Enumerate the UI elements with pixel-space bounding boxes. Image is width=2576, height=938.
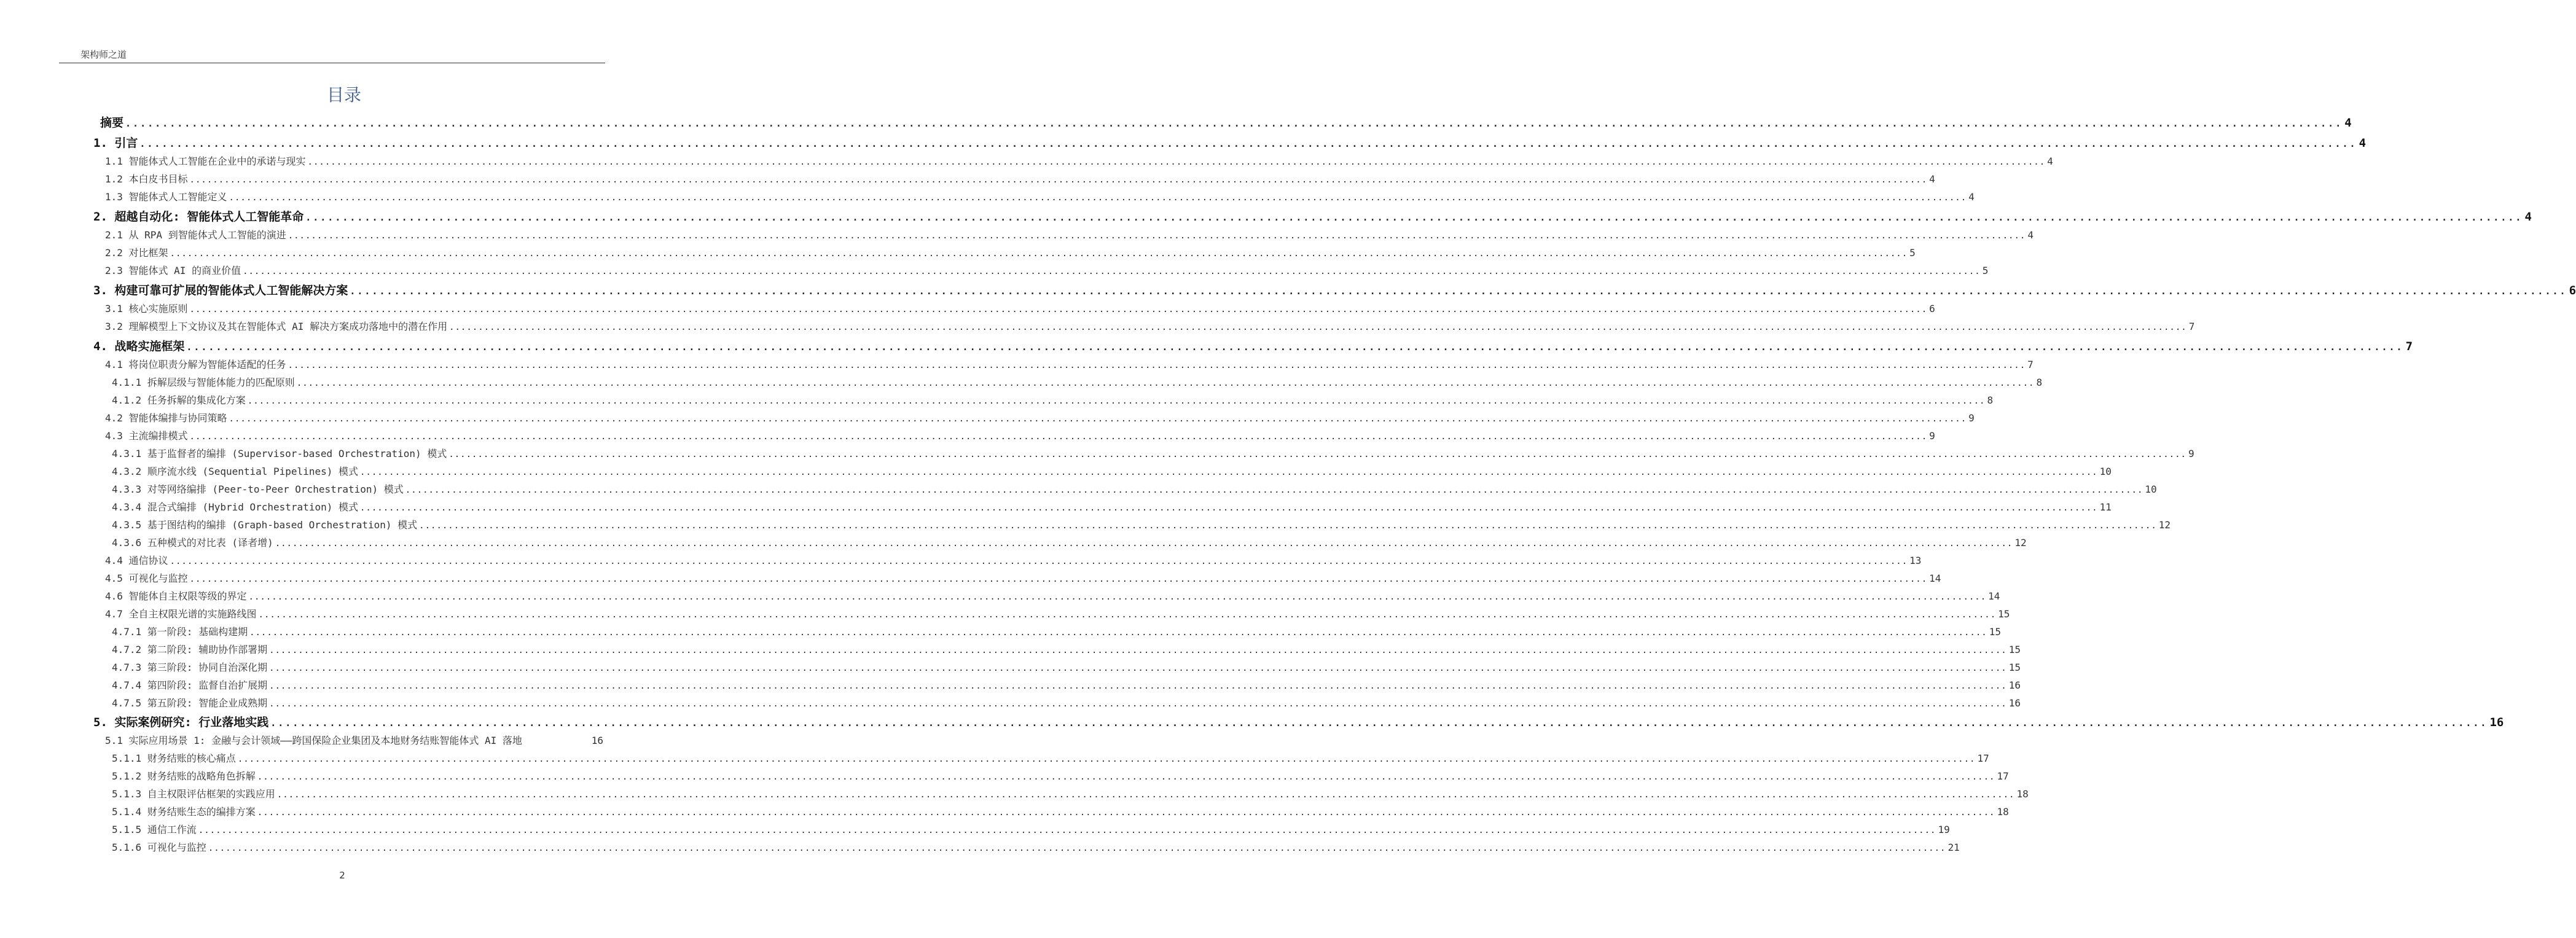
toc-entry-title: 3.1 核心实施原则 <box>105 303 188 315</box>
toc-entry-page: 17 <box>1997 770 2009 782</box>
toc-entry[interactable] <box>93 281 2576 298</box>
toc-entry-page: 16 <box>2008 697 2021 709</box>
toc-leader-dots: ............................................................................................................................................................................................................................................................................................................ <box>419 521 2157 531</box>
toc-entry[interactable] <box>105 263 1989 277</box>
toc-entry-page: 9 <box>1929 430 1935 442</box>
toc-leader-dots: ............................................................................................................................................................................................................................................................................................................ <box>350 286 2567 297</box>
toc-entry-title: 1.2 本白皮书目标 <box>105 173 188 185</box>
toc-entry[interactable] <box>93 337 2413 354</box>
toc-leader-dots: ............................................................................................................................................................................................................................................................................................................ <box>198 826 1936 835</box>
toc-entry-page: 14 <box>1929 573 1941 584</box>
toc-entry-title: 4.5 可视化与监控 <box>105 573 188 584</box>
toc-entry-page: 19 <box>1938 824 1950 835</box>
toc-entry-page: 18 <box>2016 788 2029 800</box>
toc-entry[interactable] <box>112 642 2021 656</box>
toc-leader-dots: ............................................................................................................................................................................................................................................................................................................ <box>257 808 1995 818</box>
toc-leader-dots: ............................................................................................................................................................................................................................................................................................................ <box>189 175 1928 185</box>
toc-entry-title: 5. 实际案例研究: 行业落地实践 <box>93 716 269 729</box>
toc-leader-dots: ............................................................................................................................................................................................................................................................................................................ <box>448 450 2186 459</box>
toc-entry-title: 4.6 智能体自主权限等级的界定 <box>105 590 247 602</box>
toc-entry[interactable] <box>112 375 2043 389</box>
toc-entry[interactable] <box>105 606 2010 620</box>
toc-entry-title: 5.1.3 自主权限评估框架的实践应用 <box>112 788 275 800</box>
toc-entry[interactable] <box>112 624 2001 638</box>
toc-entry-page: 12 <box>2158 519 2171 531</box>
toc-leader-dots: ............................................................................................................................................................................................................................................................................................................ <box>243 267 1981 276</box>
toc-entry-page: 8 <box>1987 394 1994 406</box>
toc-entry-page: 7 <box>2405 340 2413 353</box>
toc-entry-title: 4.7.4 第四阶段: 监督自治扩展期 <box>112 679 268 691</box>
toc-entry-title: 1.1 智能体式人工智能在企业中的承诺与现实 <box>105 155 306 167</box>
toc-entry[interactable] <box>112 840 1960 854</box>
toc-entry-page: 5 <box>1909 247 1916 259</box>
toc-leader-dots: ............................................................................................................................................................................................................................................................................................................ <box>170 557 1908 566</box>
toc-entry-page: 7 <box>2188 321 2195 332</box>
toc-entry-page: 4 <box>2047 155 2053 167</box>
toc-entry-title: 5.1.6 可视化与监控 <box>112 842 206 853</box>
toc-entry-page: 17 <box>1977 752 1989 764</box>
toc-entry-title: 4.3.1 基于监督者的编排 (Supervisor-based Orchestration) 模式 <box>112 448 447 459</box>
toc-entry-title: 4.4 通信协议 <box>105 555 168 566</box>
toc-entry[interactable] <box>105 357 2034 371</box>
toc-entry-page: 4 <box>1929 173 1935 185</box>
running-header: 架构师之道 <box>80 49 127 60</box>
toc-leader-dots: ............................................................................................................................................................................................................................................................................................................ <box>189 574 1928 584</box>
toc-entry-page: 4 <box>2359 136 2367 150</box>
toc-entry-page: 15 <box>2008 662 2021 673</box>
toc-leader-dots: ............................................................................................................................................................................................................................................................................................................ <box>288 231 2026 241</box>
toc-entry[interactable] <box>112 768 2009 783</box>
toc-entry-title: 4.1 将岗位职责分解为智能体适配的任务 <box>105 359 286 370</box>
toc-entry[interactable] <box>112 822 1950 836</box>
toc-entry[interactable] <box>105 588 2000 603</box>
toc-entry-page: 12 <box>2014 537 2027 549</box>
toc-entry[interactable] <box>93 713 2504 730</box>
toc-entry-title: 4.2 智能体编排与协同策略 <box>105 412 227 424</box>
toc-entry-page: 15 <box>2008 644 2021 655</box>
toc-entry[interactable] <box>105 571 1941 585</box>
toc-leader-dots: ............................................................................................................................................................................................................................................................................................................ <box>186 342 2404 353</box>
toc-leader-dots: ............................................................................................................................................................................................................................................................................................................ <box>229 193 1967 203</box>
toc-entry-title: 5.1.2 财务结账的战略角色拆解 <box>112 770 256 782</box>
toc-leader-dots: ............................................................................................................................................................................................................................................................................................................ <box>360 503 2098 513</box>
toc-leader-dots: ............................................................................................................................................................................................................................................................................................................ <box>269 663 2007 673</box>
toc-entry[interactable] <box>112 499 2112 514</box>
toc-entry[interactable] <box>105 733 603 747</box>
toc-entry-title: 摘要 <box>100 116 124 130</box>
toc-leader-dots: ............................................................................................................................................................................................................................................................................................................ <box>269 681 2007 691</box>
toc-entry[interactable] <box>93 134 2367 150</box>
toc-entry-page: 16 <box>591 735 603 746</box>
toc-entry-page: 7 <box>2027 359 2034 370</box>
toc-entry[interactable] <box>105 301 1935 315</box>
toc-entry[interactable] <box>112 535 2027 549</box>
toc-entry-page: 9 <box>2188 448 2194 459</box>
toc-leader-dots: ............................................................................................................................................................................................................................................................................................................ <box>125 118 2343 129</box>
toc-leader-dots: ............................................................................................................................................................................................................................................................................................................ <box>275 539 2013 549</box>
toc-entry-page: 16 <box>2489 716 2504 729</box>
toc-leader-dots: ............................................................................................................................................................................................................................................................................................................ <box>139 138 2357 149</box>
toc-entry-page: 6 <box>2569 284 2576 297</box>
toc-entry[interactable] <box>93 208 2532 224</box>
toc-leader-dots: ............................................................................................................................................................................................................................................................................................................ <box>405 485 2143 495</box>
toc-entry-title: 4.3.5 基于图结构的编排 (Graph-based Orchestration) 模式 <box>112 519 418 531</box>
toc-entry-title: 4.3.2 顺序流水线 (Sequential Pipelines) 模式 <box>112 466 358 477</box>
toc-entry-page: 16 <box>2008 679 2021 691</box>
toc-entry[interactable] <box>112 660 2021 674</box>
toc-entry-title: 4.3.3 对等网络编排 (Peer-to-Peer Orchestration) 模式 <box>112 483 404 495</box>
toc-leader-dots: ............................................................................................................................................................................................................................................................................................................ <box>305 212 2523 223</box>
toc-entry[interactable] <box>105 227 2034 241</box>
toc-entry[interactable] <box>105 154 2053 168</box>
toc-leader-dots: ............................................................................................................................................................................................................................................................................................................ <box>170 249 1908 259</box>
toc-entry-page: 4 <box>2524 210 2532 224</box>
toc-entry-page: 8 <box>2036 377 2043 388</box>
toc-entry-page: 14 <box>1988 590 2000 602</box>
toc-leader-dots: ............................................................................................................................................................................................................................................................................................................ <box>208 843 1946 853</box>
toc-entry-title: 4. 战略实施框架 <box>93 340 185 353</box>
toc-entry[interactable] <box>105 410 1975 424</box>
toc-leader-dots: ............................................................................................................................................................................................................................................................................................................ <box>189 305 1928 315</box>
toc-leader-dots: ............................................................................................................................................................................................................................................................................................................ <box>249 628 1987 638</box>
toc-entry-title: 3. 构建可靠可扩展的智能体式人工智能解决方案 <box>93 284 348 297</box>
toc-entry[interactable] <box>105 428 1935 442</box>
toc-entry-page: 5 <box>1982 265 1989 276</box>
toc-entry-title: 4.3.6 五种模式的对比表 (译者增) <box>112 537 273 549</box>
toc-entry-page: 11 <box>2099 501 2112 513</box>
toc-entry-page: 18 <box>1997 806 2009 818</box>
toc-entry[interactable] <box>105 189 1975 203</box>
toc-leader-dots: ............................................................................................................................................................................................................................................................................................................ <box>247 396 1986 406</box>
toc-entry-title: 2. 超越自动化: 智能体式人工智能革命 <box>93 210 304 224</box>
toc-entry[interactable] <box>112 393 1994 407</box>
toc-entry-page: 10 <box>2145 483 2157 495</box>
toc-entry-page: 21 <box>1948 842 1960 853</box>
toc-entry-title: 5.1 实际应用场景 1: 金融与会计领域——跨国保险企业集团及本地财务结账智能体式 AI 落地 <box>105 735 522 746</box>
toc-entry[interactable] <box>100 114 2352 130</box>
page-title: 目录 <box>326 85 361 105</box>
toc-entry-page: 10 <box>2099 466 2112 477</box>
toc-entry[interactable] <box>105 319 2195 333</box>
toc-entry-page: 6 <box>1929 303 1935 315</box>
toc-leader-dots: ............................................................................................................................................................................................................................................................................................................ <box>270 717 2488 729</box>
toc-entry-title: 2.2 对比框架 <box>105 247 168 259</box>
toc-entry-title: 4.1.2 任务拆解的集成化方案 <box>112 394 246 406</box>
toc-entry-title: 4.7 全自主权限光谱的实施路线图 <box>105 608 257 620</box>
toc-entry-title: 4.7.2 第二阶段: 辅助协作部署期 <box>112 644 268 655</box>
toc-entry-page: 15 <box>1998 608 2010 620</box>
toc-leader-dots: ............................................................................................................................................................................................................................................................................................................ <box>360 467 2098 477</box>
toc-leader-dots: ............................................................................................................................................................................................................................................................................................................ <box>248 592 1987 602</box>
toc-entry-title: 2.1 从 RPA 到智能体式人工智能的演进 <box>105 229 286 241</box>
toc-entry-title: 5.1.1 财务结账的核心痛点 <box>112 752 236 764</box>
toc-entry[interactable] <box>112 786 2029 800</box>
toc-leader-dots: ............................................................................................................................................................................................................................................................................................................ <box>449 322 2187 332</box>
page-number: 2 <box>339 870 345 881</box>
toc-entry-title: 5.1.4 财务结账生态的编排方案 <box>112 806 256 818</box>
toc-entry-page: 4 <box>2344 116 2352 130</box>
toc-entry-page: 9 <box>1968 412 1975 424</box>
toc-entry-title: 4.3 主流编排模式 <box>105 430 188 442</box>
toc-leader-dots: ............................................................................................................................................................................................................................................................................................................ <box>237 754 1976 764</box>
toc-leader-dots: ............................................................................................................................................................................................................................................................................................................ <box>229 414 1967 424</box>
toc-entry-page: 4 <box>1968 191 1975 203</box>
toc-leader-dots: ............................................................................................................................................................................................................................................................................................................ <box>257 772 1995 782</box>
toc-leader-dots: ............................................................................................................................................................................................................................................................................................................ <box>288 361 2026 370</box>
toc-leader-dots: ............................................................................................................................................................................................................................................................................................................ <box>296 378 2035 388</box>
toc-entry-title: 4.7.3 第三阶段: 协同自治深化期 <box>112 662 268 673</box>
toc-entry-page: 4 <box>2027 229 2034 241</box>
toc-entry[interactable] <box>112 482 2157 496</box>
toc-entry-title: 4.1.1 拆解层级与智能体能力的匹配原则 <box>112 377 295 388</box>
toc-entry[interactable] <box>112 464 2112 478</box>
toc-entry[interactable] <box>112 446 2194 460</box>
toc-entry[interactable] <box>105 245 1916 259</box>
toc-leader-dots: ............................................................................................................................................................................................................................................................................................................ <box>269 699 2007 709</box>
toc-entry-page: 15 <box>1989 626 2001 638</box>
toc-leader-dots: ............................................................................................................................................................................................................................................................................................................ <box>258 610 1997 620</box>
toc-entry[interactable] <box>112 517 2171 531</box>
toc-entry[interactable] <box>112 804 2009 818</box>
toc-leader-dots: ............................................................................................................................................................................................................................................................................................................ <box>276 790 2015 800</box>
toc-entry-title: 4.3.4 混合式编排 (Hybrid Orchestration) 模式 <box>112 501 358 513</box>
toc-entry-title: 1.3 智能体式人工智能定义 <box>105 191 227 203</box>
toc-entry-title: 1. 引言 <box>93 136 138 150</box>
toc-entry-title: 5.1.5 通信工作流 <box>112 824 197 835</box>
toc-entry[interactable] <box>112 678 2021 692</box>
toc-entry-title: 2.3 智能体式 AI 的商业价值 <box>105 265 241 276</box>
toc-entry[interactable] <box>112 751 1989 765</box>
toc-leader-dots: ............................................................................................................................................................................................................................................................................................................ <box>189 432 1928 442</box>
toc-entry-title: 4.7.5 第五阶段: 智能企业成熟期 <box>112 697 268 709</box>
toc-entry[interactable] <box>112 695 2021 709</box>
toc-entry-title: 4.7.1 第一阶段: 基础构建期 <box>112 626 248 638</box>
toc-entry-page: 13 <box>1909 555 1922 566</box>
toc-entry-title: 3.2 理解模型上下文协议及其在智能体式 AI 解决方案成功落地中的潜在作用 <box>105 321 448 332</box>
toc-entry[interactable] <box>105 171 1935 186</box>
toc-leader-dots: ............................................................................................................................................................................................................................................................................................................ <box>307 157 2046 167</box>
toc-leader-dots: ............................................................................................................................................................................................................................................................................................................ <box>269 646 2007 655</box>
toc-entry[interactable] <box>105 553 1922 567</box>
